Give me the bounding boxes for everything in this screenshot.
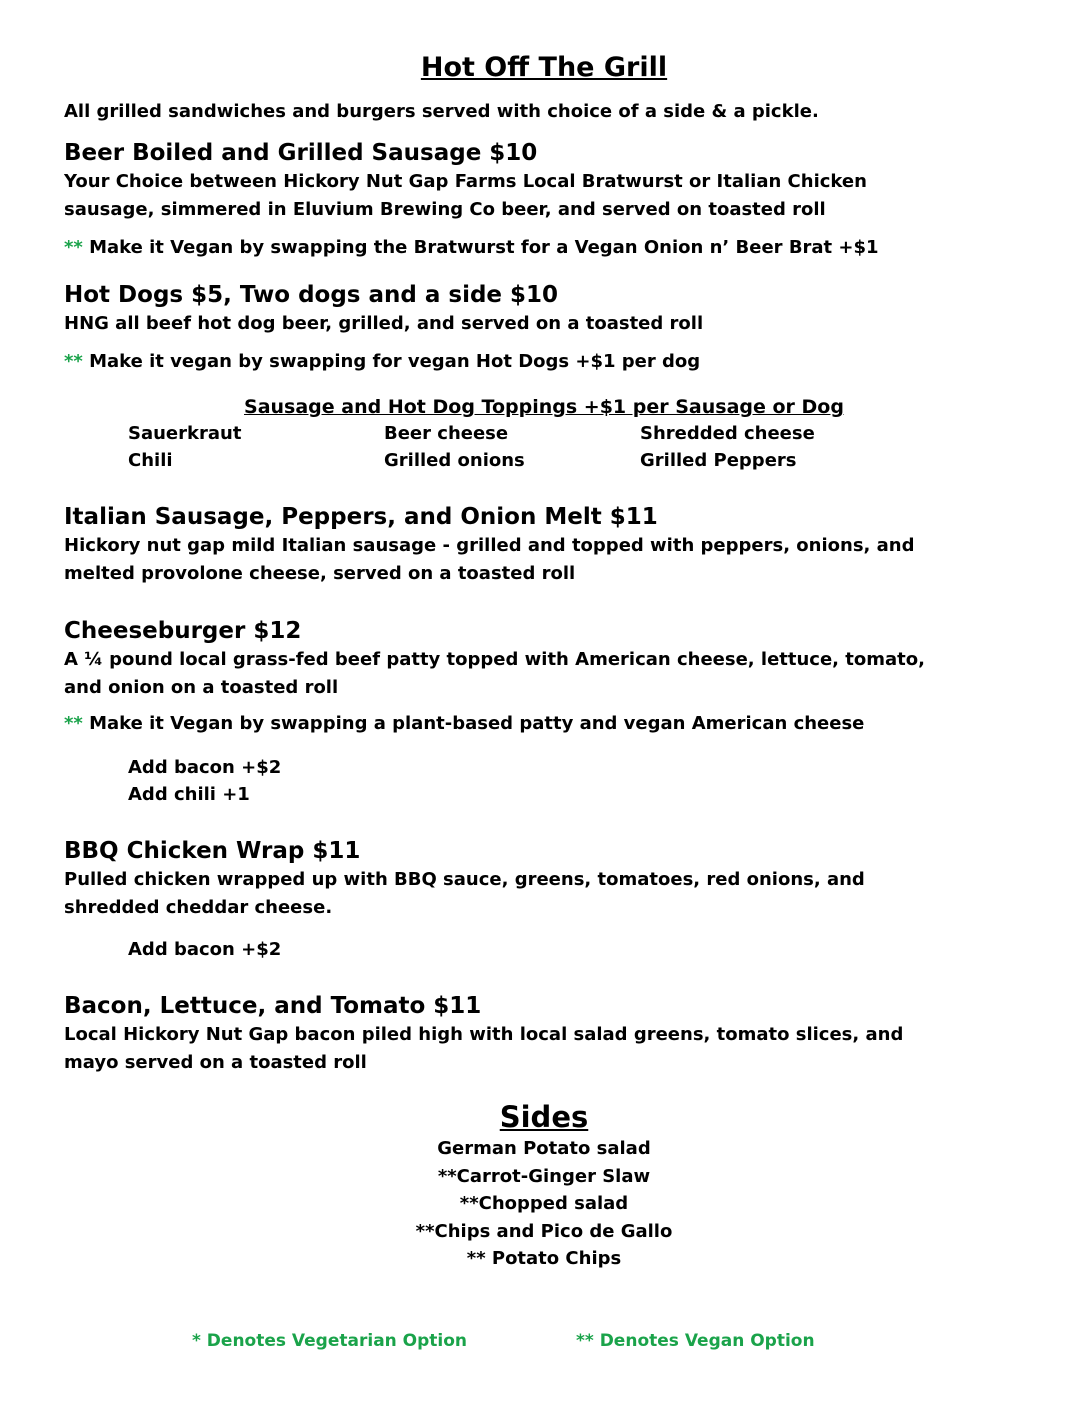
item-title: Hot Dogs $5, Two dogs and a side $10 (64, 282, 559, 308)
vegan-marker: ** (64, 237, 83, 258)
side-item: **Chips and Pico de Gallo (415, 1220, 673, 1242)
vegan-note (64, 350, 1024, 374)
toppings-grid (128, 420, 1024, 474)
item-title: BBQ Chicken Wrap $11 (64, 838, 361, 864)
side-item: German Potato salad (437, 1138, 651, 1159)
addon-item: Add bacon +$2 (128, 757, 282, 778)
item-desc-line: and onion on a toasted roll (64, 677, 339, 698)
side-item: **Chopped salad (459, 1193, 629, 1214)
topping-item: Beer cheese (384, 423, 509, 444)
menu-item-sausage (64, 138, 1024, 260)
item-title: Beer Boiled and Grilled Sausage $10 (64, 140, 538, 166)
menu-title: Hot Off The Grill (420, 52, 668, 83)
sides-section (64, 1099, 1024, 1273)
addon-item: Add chili +1 (128, 784, 250, 805)
item-desc-line: mayo served on a toasted roll (64, 1052, 367, 1073)
vegan-marker: ** (64, 351, 83, 372)
item-desc-line: shredded cheddar cheese. (64, 897, 333, 918)
vegetarian-legend: * Denotes Vegetarian Option (192, 1331, 468, 1351)
vegan-note (64, 712, 1024, 736)
item-desc-line: Pulled chicken wrapped up with BBQ sauce, greens, tomatoes, red onions, and (64, 869, 865, 890)
item-title: Bacon, Lettuce, and Tomato $11 (64, 993, 482, 1019)
vegan-note (64, 236, 1024, 260)
menu-intro: All grilled sandwiches and burgers served with choice of a side & a pickle. (64, 101, 819, 122)
topping-item: Shredded cheese (640, 423, 815, 444)
item-desc-line: Your Choice between Hickory Nut Gap Farms Local Bratwurst or Italian Chicken (64, 171, 867, 192)
item-desc-line: HNG all beef hot dog beer, grilled, and served on a toasted roll (64, 313, 704, 334)
side-item: ** Potato Chips (466, 1248, 622, 1269)
topping-item: Chili (128, 450, 173, 471)
item-desc-line: sausage, simmered in Eluvium Brewing Co beer, and served on toasted roll (64, 199, 826, 220)
item-title: Cheeseburger $12 (64, 618, 302, 644)
topping-item: Grilled onions (384, 450, 525, 471)
item-desc-line: Local Hickory Nut Gap bacon piled high with local salad greens, tomato slices, and (64, 1024, 904, 1045)
item-desc-line: A ¼ pound local grass-fed beef patty topped with American cheese, lettuce, tomato, (64, 649, 925, 670)
item-title: Italian Sausage, Peppers, and Onion Melt $11 (64, 504, 658, 530)
menu-item-cheeseburger (64, 616, 1024, 808)
vegan-note-text: Make it Vegan by swapping a plant-based patty and vegan American cheese (89, 713, 865, 734)
toppings-section (64, 394, 1024, 474)
vegan-legend: ** Denotes Vegan Option (576, 1331, 815, 1351)
toppings-title: Sausage and Hot Dog Toppings +$1 per Sausage or Dog (244, 396, 844, 418)
sides-title: Sides (499, 1100, 589, 1134)
item-desc-line: Hickory nut gap mild Italian sausage - grilled and topped with peppers, onions, and (64, 535, 915, 556)
vegan-marker: ** (64, 713, 83, 734)
menu-item-bbq-chicken-wrap (64, 836, 1024, 963)
item-desc-line: melted provolone cheese, served on a toasted roll (64, 563, 576, 584)
menu-page (64, 48, 1024, 1273)
menu-item-blt (64, 991, 1024, 1077)
menu-item-hot-dogs (64, 280, 1024, 374)
side-item: **Carrot-Ginger Slaw (437, 1165, 651, 1187)
menu-item-italian-sausage-melt (64, 502, 1024, 588)
addon-item: Add bacon +$2 (128, 939, 282, 960)
sides-list (64, 1135, 1024, 1273)
vegan-note-text: Make it Vegan by swapping the Bratwurst for a Vegan Onion n’ Beer Brat +$1 (89, 237, 879, 258)
topping-item: Grilled Peppers (640, 450, 797, 471)
topping-item: Sauerkraut (128, 423, 242, 444)
vegan-note-text: Make it vegan by swapping for vegan Hot Dogs +$1 per dog (89, 351, 701, 372)
